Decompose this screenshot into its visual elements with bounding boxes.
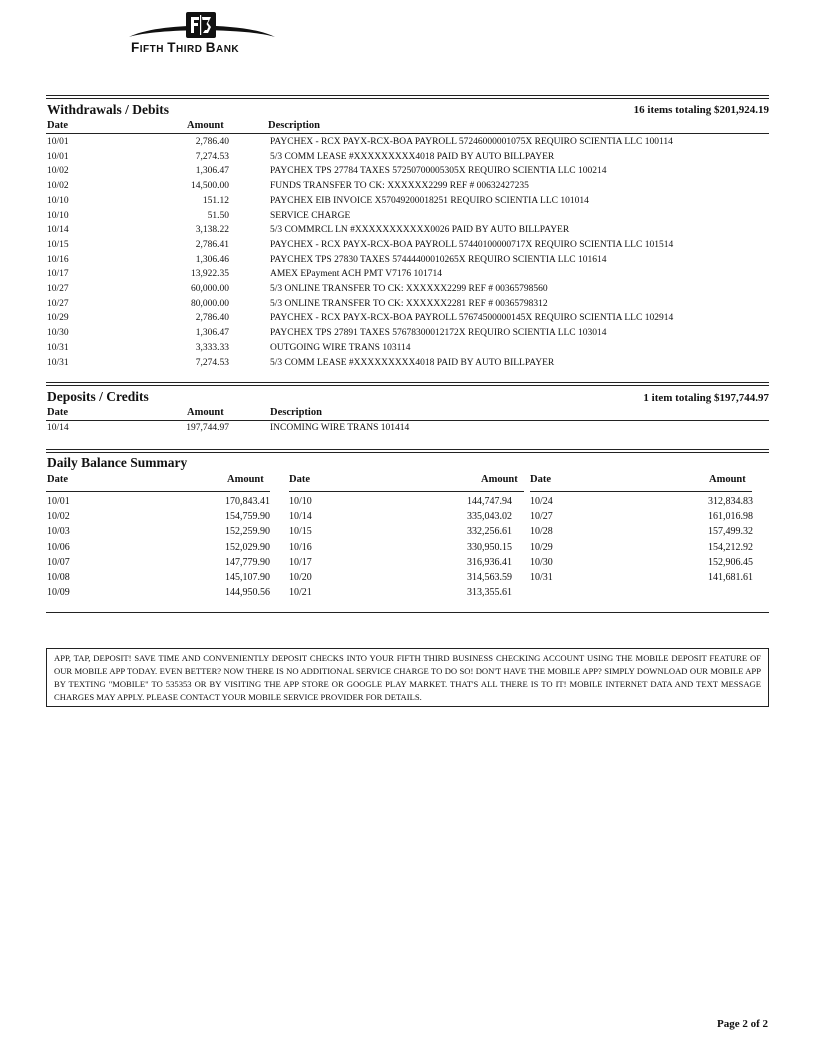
withdrawals-amount-header: Amount: [187, 120, 224, 131]
withdrawals-total: 16 items totaling $201,924.19: [633, 104, 769, 116]
table-row: [530, 555, 753, 570]
cell-amount: 80,000.00: [191, 298, 229, 309]
cell-amount: 2,786.40: [195, 313, 229, 324]
cell-date: 10/14: [47, 225, 69, 236]
withdrawals-date-header: Date: [47, 120, 68, 131]
header-underline: [289, 491, 524, 492]
cell-amount: 314,563.59: [467, 572, 512, 584]
table-row: [530, 524, 753, 539]
deposits-date-header: Date: [47, 407, 68, 418]
cell-amount: 7,274.53: [195, 151, 229, 162]
cell-amount: 152,259.90: [225, 526, 270, 538]
balance-title: Daily Balance Summary: [47, 455, 188, 470]
cell-amount: 60,000.00: [191, 284, 229, 295]
cell-description: 5/3 ONLINE TRANSFER TO CK: XXXXXX2281 REF # 00365798312: [270, 298, 548, 309]
cell-amount: 1,306.46: [195, 254, 229, 265]
cell-amount: 151.12: [202, 195, 229, 206]
cell-description: PAYCHEX - RCX PAYX-RCX-BOA PAYROLL 57440100000717X REQUIRO SCIENTIA LLC 101514: [270, 239, 674, 250]
balance-amount-header: Amount: [227, 474, 264, 485]
cell-description: 5/3 COMM LEASE #XXXXXXXXX4018 PAID BY AUTO BILLPAYER: [270, 357, 555, 368]
cell-date: 10/14: [47, 423, 69, 433]
cell-description: FUNDS TRANSFER TO CK: XXXXXX2299 REF # 00632427235: [270, 181, 529, 192]
cell-date: 10/31: [47, 342, 69, 353]
bank-name-part: B: [205, 40, 216, 55]
table-row: [47, 311, 673, 326]
balance-amount-header: Amount: [709, 474, 746, 485]
cell-amount: 13,922.35: [191, 269, 229, 280]
cell-amount: 145,107.90: [225, 572, 270, 584]
cell-date: 10/31: [530, 572, 553, 584]
cell-amount: 152,029.90: [225, 541, 270, 553]
bank-logo-icon: [128, 10, 276, 42]
cell-date: 10/08: [47, 572, 70, 584]
bank-name-part: HIRD: [176, 44, 206, 55]
table-row: [47, 326, 673, 341]
cell-date: 10/31: [47, 357, 69, 368]
cell-amount: 144,747.94: [467, 496, 512, 507]
bank-name-part: ANK: [215, 44, 240, 55]
cell-amount: 7,274.53: [195, 357, 229, 368]
deposits-description-header: Description: [270, 407, 322, 418]
cell-description: PAYCHEX TPS 27784 TAXES 57250700005305X REQUIRO SCIENTIA LLC 100214: [270, 166, 607, 177]
cell-amount: 312,834.83: [708, 496, 753, 507]
cell-date: 10/29: [530, 541, 553, 553]
cell-date: 10/10: [47, 210, 69, 221]
cell-description: PAYCHEX TPS 27830 TAXES 57444400010265X REQUIRO SCIENTIA LLC 101614: [270, 254, 607, 265]
table-row: [530, 509, 753, 524]
deposits-table: [47, 421, 409, 436]
table-row: [47, 238, 673, 253]
balance-date-header: Date: [289, 474, 310, 485]
table-row: [47, 341, 673, 356]
cell-amount: 161,016.98: [708, 511, 753, 523]
table-row: [289, 540, 512, 555]
table-row: [47, 164, 673, 179]
bank-name-part: T: [167, 40, 176, 55]
cell-description: 5/3 ONLINE TRANSFER TO CK: XXXXXX2299 REF # 00365798560: [270, 284, 548, 295]
cell-amount: 3,333.33: [195, 342, 229, 353]
table-row: [47, 223, 673, 238]
cell-description: 5/3 COMM LEASE #XXXXXXXXX4018 PAID BY AUTO BILLPAYER: [270, 151, 555, 162]
cell-amount: 144,950.56: [225, 587, 270, 599]
withdrawals-table: [47, 135, 673, 370]
cell-amount: 316,936.41: [467, 556, 512, 568]
table-row: [47, 179, 673, 194]
cell-description: 5/3 COMMRCL LN #XXXXXXXXXXX0026 PAID BY AUTO BILLPAYER: [270, 225, 570, 236]
cell-description: INCOMING WIRE TRANS 101414: [270, 423, 410, 433]
table-row: [289, 555, 512, 570]
section-divider: [46, 382, 769, 383]
balance-column: [47, 494, 270, 600]
table-row: [289, 585, 512, 600]
cell-date: 10/27: [47, 284, 69, 295]
cell-description: SERVICE CHARGE: [270, 210, 351, 221]
table-row: [530, 494, 753, 509]
cell-date: 10/27: [530, 511, 553, 523]
table-row: [47, 524, 270, 539]
table-row: [47, 297, 673, 312]
cell-amount: 2,786.41: [195, 239, 229, 250]
cell-date: 10/21: [289, 587, 312, 599]
page-number: Page 2 of 2: [716, 1018, 768, 1030]
mobile-deposit-notice: APP, TAP, DEPOSIT! SAVE TIME AND CONVENIENTLY DEPOSIT CHECKS INTO YOUR FIFTH THIRD BUSINESS CHECKING ACCOUNT USING THE MOBILE DEPOSIT FEATURE OF OUR MOBILE APP TODAY. EVEN BETTER? NOW THERE IS NO ADDITIONAL SERVICE CHARGE TO DO SO! DON'T HAVE THE MOBILE APP? SIMPLY DOWNLOAD OUR MOBILE APP BY TEXTING "MOBILE" TO 535353 OR BY VISITING THE APP STORE OR GOOGLE PLAY MARKET. THAT'S ALL THERE IS TO IT! MOBILE INTERNET DATA AND TEXT MESSAGE CHARGES MAY APPLY. PLEASE CONTACT YOUR MOBILE SERVICE PROVIDER FOR DETAILS.: [46, 648, 769, 707]
section-divider: [46, 95, 769, 96]
cell-date: 10/27: [47, 298, 69, 309]
table-row: [289, 494, 512, 509]
section-divider: [46, 449, 769, 450]
cell-amount: 330,950.15: [467, 541, 512, 553]
table-row: [47, 509, 270, 524]
cell-amount: 157,499.32: [708, 526, 753, 538]
cell-date: 10/17: [289, 556, 312, 568]
cell-date: 10/28: [530, 526, 553, 538]
cell-date: 10/29: [47, 313, 69, 324]
balance-date-header: Date: [47, 474, 68, 485]
cell-date: 10/02: [47, 511, 70, 523]
cell-date: 10/09: [47, 587, 70, 599]
table-row: [47, 570, 270, 585]
table-row: [47, 540, 270, 555]
cell-amount: 141,681.61: [708, 572, 753, 584]
cell-date: 10/10: [47, 195, 69, 206]
cell-date: 10/06: [47, 541, 70, 553]
deposits-total: 1 item totaling $197,744.97: [643, 392, 769, 404]
cell-amount: 51.50: [207, 210, 229, 221]
cell-amount: 154,759.90: [225, 511, 270, 523]
cell-date: 10/07: [47, 556, 70, 568]
header-underline: [530, 491, 752, 492]
cell-date: 10/24: [530, 496, 553, 507]
cell-amount: 170,843.41: [225, 496, 270, 507]
bank-name: [131, 40, 239, 55]
withdrawals-title: Withdrawals / Debits: [47, 102, 170, 117]
header-underline: [46, 133, 769, 134]
table-row: [47, 494, 270, 509]
cell-amount: 335,043.02: [467, 511, 512, 523]
cell-amount: 332,256.61: [467, 526, 512, 538]
balance-column: [530, 494, 753, 585]
cell-date: 10/02: [47, 181, 69, 192]
table-row: [530, 540, 753, 555]
cell-amount: 154,212.92: [708, 541, 753, 553]
cell-date: 10/15: [47, 239, 69, 250]
cell-amount: 2,786.40: [195, 137, 229, 147]
bank-name-part: IFTH: [139, 44, 168, 55]
cell-description: PAYCHEX - RCX PAYX-RCX-BOA PAYROLL 57246000001075X REQUIRO SCIENTIA LLC 100114: [270, 137, 673, 147]
cell-description: PAYCHEX - RCX PAYX-RCX-BOA PAYROLL 57674500000145X REQUIRO SCIENTIA LLC 102914: [270, 313, 674, 324]
cell-date: 10/16: [47, 254, 69, 265]
deposits-amount-header: Amount: [187, 407, 224, 418]
cell-date: 10/10: [289, 496, 312, 507]
table-row: [47, 421, 409, 436]
section-divider: [46, 612, 769, 613]
cell-date: 10/17: [47, 269, 69, 280]
cell-amount: 3,138.22: [195, 225, 229, 236]
table-row: [289, 570, 512, 585]
deposits-title: Deposits / Credits: [47, 389, 149, 404]
balance-date-header: Date: [530, 474, 551, 485]
cell-date: 10/01: [47, 137, 69, 147]
cell-description: AMEX EPayment ACH PMT V7176 101714: [270, 269, 442, 280]
cell-amount: 1,306.47: [195, 166, 229, 177]
cell-date: 10/03: [47, 526, 70, 538]
table-row: [47, 282, 673, 297]
cell-date: 10/30: [530, 556, 553, 568]
cell-date: 10/14: [289, 511, 312, 523]
cell-date: 10/16: [289, 541, 312, 553]
balance-amount-header: Amount: [481, 474, 518, 485]
cell-date: 10/30: [47, 328, 69, 339]
table-row: [47, 267, 673, 282]
cell-date: 10/01: [47, 496, 70, 507]
table-row: [47, 555, 270, 570]
cell-amount: 14,500.00: [191, 181, 229, 192]
cell-date: 10/15: [289, 526, 312, 538]
cell-date: 10/20: [289, 572, 312, 584]
bank-name-part: F: [131, 40, 140, 55]
table-row: [289, 509, 512, 524]
cell-amount: 1,306.47: [195, 328, 229, 339]
table-row: [47, 150, 673, 165]
table-row: [47, 209, 673, 224]
cell-date: 10/02: [47, 166, 69, 177]
cell-description: OUTGOING WIRE TRANS 103114: [270, 342, 411, 353]
table-row: [47, 194, 673, 209]
cell-amount: 152,906.45: [708, 556, 753, 568]
table-row: [47, 356, 673, 371]
withdrawals-description-header: Description: [268, 120, 320, 131]
balance-column: [289, 494, 512, 600]
table-row: [289, 524, 512, 539]
table-row: [47, 585, 270, 600]
cell-description: PAYCHEX TPS 27891 TAXES 57678300012172X REQUIRO SCIENTIA LLC 103014: [270, 328, 607, 339]
cell-date: 10/01: [47, 151, 69, 162]
cell-amount: 197,744.97: [186, 423, 229, 433]
cell-amount: 313,355.61: [467, 587, 512, 599]
table-row: [47, 253, 673, 268]
cell-amount: 147,779.90: [225, 556, 270, 568]
header-underline: [46, 491, 270, 492]
cell-description: PAYCHEX EIB INVOICE X57049200018251 REQUIRO SCIENTIA LLC 101014: [270, 195, 589, 206]
table-row: [530, 570, 753, 585]
table-row: [47, 135, 673, 150]
